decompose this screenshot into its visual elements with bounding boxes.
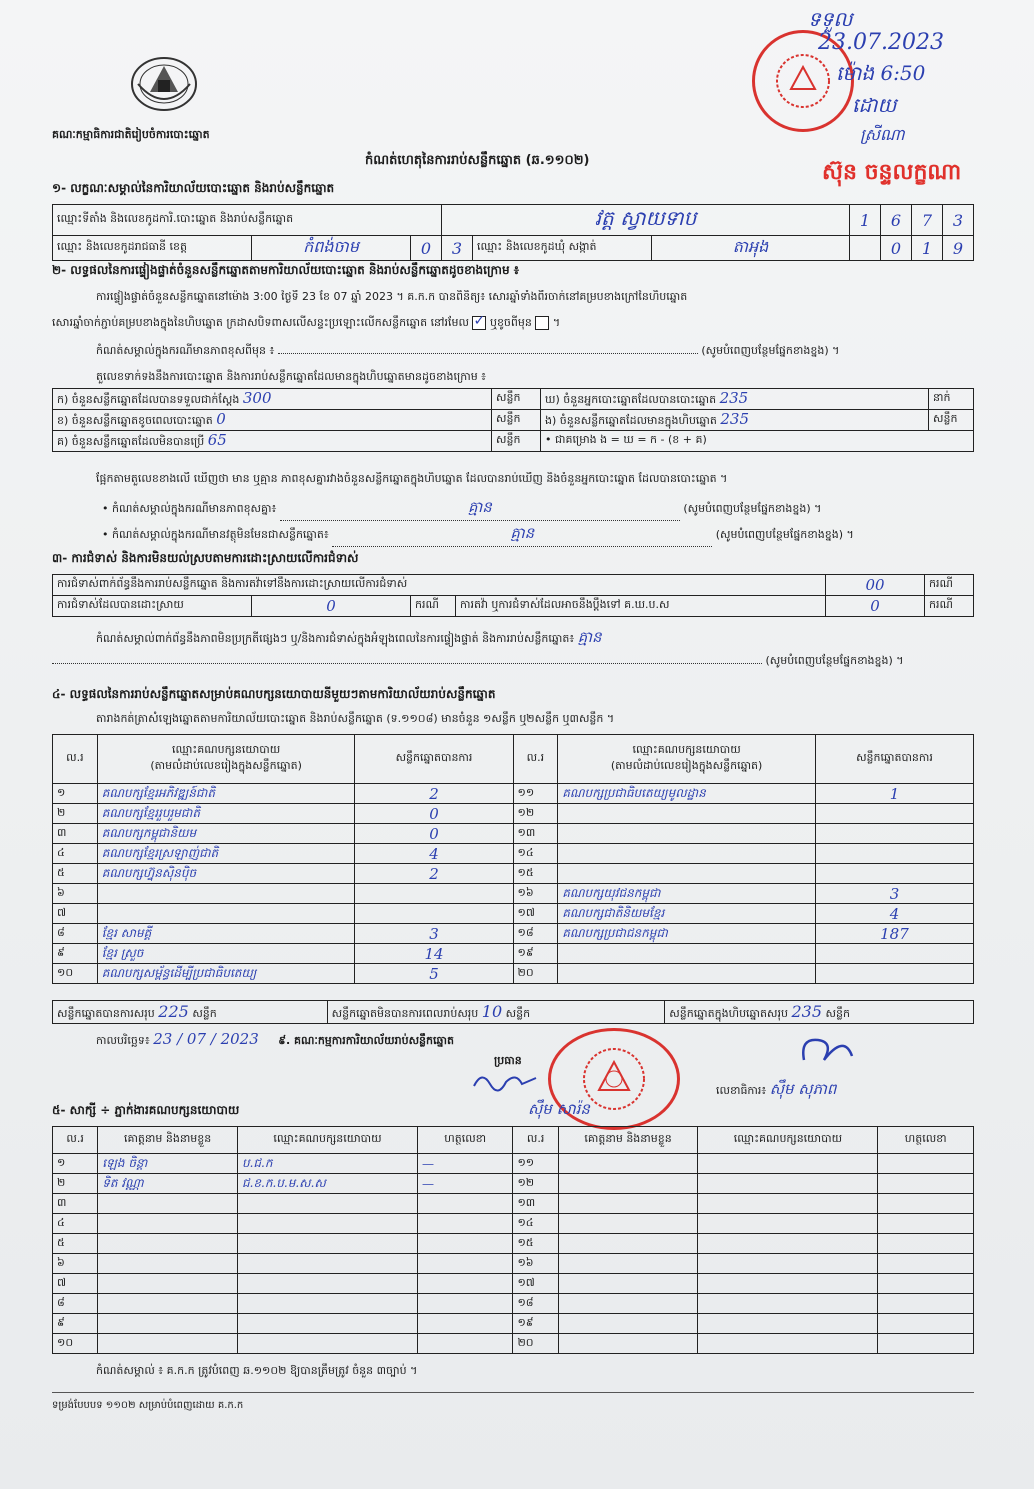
fill-hint-4: (សូមបំពេញបន្ថែមផ្នែកខាងខ្នង) ។	[765, 654, 904, 667]
witness-name	[98, 1334, 238, 1354]
witness-row	[53, 1334, 974, 1354]
results-row	[53, 884, 974, 904]
result-no: ៥	[53, 864, 98, 884]
result-no: ៧	[53, 904, 98, 924]
witness-name	[558, 1254, 698, 1274]
witness-name	[98, 1234, 238, 1254]
total-box-label: សន្លឹកឆ្នោតក្នុងហិបឆ្នោតសរុប	[669, 1006, 788, 1020]
result-votes: 1	[815, 784, 973, 804]
committee-name: គណៈកម្មាធិការជាតិរៀបចំការបោះឆ្នោត	[52, 128, 210, 141]
chair-label: ប្រធាន	[494, 1054, 522, 1067]
result-party: គណបក្សប្រជាជនកម្ពុជា	[558, 924, 816, 944]
witness-no: ១៤	[513, 1214, 558, 1234]
results-col-party-right-sub: (តាមលំដាប់លេខរៀងក្នុងសន្លឹកឆ្នោត)	[610, 759, 763, 772]
witness-party	[698, 1254, 878, 1274]
results-col-no-right: ល.រ	[513, 735, 558, 784]
result-votes: 2	[355, 784, 513, 804]
province-name: កំពង់ចាម	[252, 236, 411, 261]
witness-name	[558, 1234, 698, 1254]
received-note-2: 23.07.2023	[818, 30, 944, 55]
section1-table	[52, 204, 974, 261]
witness-party	[237, 1294, 417, 1314]
result-no: ១០	[53, 964, 98, 984]
witness-no: ២	[53, 1174, 98, 1194]
province-code-1: 0	[411, 236, 442, 261]
results-row	[53, 864, 974, 884]
witness-col-no-right: ល.រ	[513, 1127, 558, 1154]
witness-signature	[878, 1314, 974, 1334]
note-a-value: គ្មាន	[280, 498, 680, 521]
diff-line: ផ្អែកតាមតួលេខខាងលើ ឃើញថា មាន ឬគ្មាន ភាពខុសគ្នារវាងចំនួនសន្លឹកឆ្នោតក្នុងហិបឆ្នោត ដែលបានរាប់ឃើញ និងចំនួនអ្នកបោះឆ្នោត ដែលបានបោះឆ្នោត ។	[96, 472, 728, 485]
section3-title: ៣- ការជំទាស់ និងការមិនយល់ស្របតាមការដោះស្រាយលើការជំទាស់	[52, 551, 359, 565]
note-a-row	[102, 498, 821, 521]
results-row	[53, 804, 974, 824]
witness-no: ១២	[513, 1174, 558, 1194]
witness-signature	[878, 1274, 974, 1294]
province-code-2: 3	[442, 236, 473, 261]
case-unit-3: ករណី	[925, 596, 974, 617]
witness-col-sign-left: ហត្ថលេខា	[417, 1127, 513, 1154]
witness-name	[558, 1334, 698, 1354]
witness-row	[53, 1254, 974, 1274]
result-votes: 5	[355, 964, 513, 984]
result-votes	[815, 804, 973, 824]
witness-row	[53, 1234, 974, 1254]
result-party: គណបក្សសម្ព័ន្ធដើម្បីប្រជាធិបតេយ្យ	[97, 964, 355, 984]
witness-row	[53, 1314, 974, 1334]
witness-footnote: កំណត់សម្គាល់ ៖ គ.ក.ក ត្រូវបំពេញ ឆ.១១០២ ឱ្យបានត្រឹមត្រូវ ចំនួន ៣ច្បាប់ ។	[96, 1364, 418, 1377]
total-invalid-label: សន្លឹកឆ្នោតមិនបានការពេលរាប់សរុប	[331, 1006, 479, 1020]
witness-signature: —	[417, 1154, 513, 1174]
witness-row	[53, 1294, 974, 1314]
section2-title: ២- លទ្ធផលនៃការផ្ទៀងផ្ទាត់ចំនួនសន្លឹកឆ្នោតតាមការិយាល័យបោះឆ្នោត និងរាប់សន្លឹកឆ្នោតដូចខាងក្រោម ៖	[52, 263, 520, 277]
results-row	[53, 904, 974, 924]
results-row	[53, 964, 974, 984]
chair-name: ស៊ឹម សារ៉ន	[528, 1100, 590, 1118]
date-label: កាលបរិច្ឆេទ៖	[96, 1034, 150, 1047]
witness-party	[698, 1214, 878, 1234]
result-votes: 0	[355, 804, 513, 824]
result-no: ១៥	[513, 864, 558, 884]
result-no: ៣	[53, 824, 98, 844]
results-col-party-left-sub: (តាមលំដាប់លេខរៀងក្នុងសន្លឹកឆ្នោត)	[150, 759, 302, 772]
seal-broken-label: ឬខូចពីមុន	[489, 316, 532, 329]
witness-no: ១៧	[513, 1274, 558, 1294]
witness-col-sign-right: ហត្ថលេខា	[878, 1127, 974, 1154]
received-note-4: ដោយ	[852, 93, 897, 117]
witness-row	[53, 1174, 974, 1194]
witness-party	[698, 1314, 878, 1334]
witness-signature	[878, 1234, 974, 1254]
result-votes	[815, 944, 973, 964]
witness-name	[558, 1194, 698, 1214]
result-votes	[815, 844, 973, 864]
secretary-name: ស៊ឹម សុភាព	[769, 1080, 837, 1098]
witness-name	[98, 1314, 238, 1334]
result-no: ១១	[513, 784, 558, 804]
received-ballots-value: 300	[242, 389, 272, 407]
result-party	[97, 904, 355, 924]
witness-no: ១៥	[513, 1234, 558, 1254]
result-no: ១៨	[513, 924, 558, 944]
witness-col-party-left: ឈ្មោះគណបក្សនយោបាយ	[237, 1127, 417, 1154]
witness-party	[698, 1334, 878, 1354]
fill-hint-3: (សូមបំពេញបន្ថែមផ្នែកខាងខ្នង) ។	[715, 528, 854, 541]
result-party: គណបក្សហ្វ៊ុនស៊ិនប៉ិច	[97, 864, 355, 884]
witness-name	[98, 1274, 238, 1294]
witness-no: ៣	[53, 1194, 98, 1214]
witness-signature	[417, 1294, 513, 1314]
results-row	[53, 924, 974, 944]
result-party	[558, 944, 816, 964]
formula: • ជាគម្រោង ង = ឃ = ក - (ខ + គ)	[541, 431, 974, 452]
ballot-count-table	[52, 388, 974, 452]
witness-name	[558, 1294, 698, 1314]
result-party: គណបក្សខ្មែរស្រឡាញ់ជាតិ	[97, 844, 355, 864]
unit-3: សន្លឹក	[929, 410, 974, 431]
witness-party	[237, 1234, 417, 1254]
date-value: 23 / 07 / 2023	[153, 1030, 259, 1048]
witness-name	[558, 1214, 698, 1234]
result-party: គណបក្សជាតិនិយមខ្មែរ	[558, 904, 816, 924]
witness-no: ១៦	[513, 1254, 558, 1274]
witness-col-party-right: ឈ្មោះគណបក្សនយោបាយ	[698, 1127, 878, 1154]
result-party	[558, 864, 816, 884]
witness-party	[698, 1274, 878, 1294]
witness-signature	[878, 1214, 974, 1234]
result-no: ១៦	[513, 884, 558, 904]
result-party: គណបក្សប្រជាធិបតេយ្យមូលដ្ឋាន	[558, 784, 816, 804]
result-party	[558, 804, 816, 824]
result-party: ខ្មែរ ស្រួច	[97, 944, 355, 964]
witness-no: ២០	[513, 1334, 558, 1354]
fill-hint-1: (សូមបំពេញបន្ថែមផ្នែកខាងខ្នង) ។	[701, 344, 840, 357]
results-col-votes-left: សន្លឹកឆ្នោតបានការ	[355, 735, 513, 784]
commune-code-3: 9	[943, 236, 974, 261]
irregularity-line-2	[52, 654, 974, 670]
witness-signature	[878, 1294, 974, 1314]
total-valid-value: 225	[158, 1001, 189, 1021]
results-row	[53, 844, 974, 864]
results-row	[53, 784, 974, 804]
result-votes: 4	[355, 844, 513, 864]
witness-name	[558, 1274, 698, 1294]
result-party: គណបក្សយុវជនកម្ពុជា	[558, 884, 816, 904]
witness-signature	[878, 1194, 974, 1214]
witness-no: ៧	[53, 1274, 98, 1294]
witness-party	[698, 1234, 878, 1254]
witness-party	[237, 1274, 417, 1294]
witness-no: ១០	[53, 1334, 98, 1354]
results-col-no-left: ល.រ	[53, 735, 98, 784]
results-col-party-right-title: ឈ្មោះគណបក្សនយោបាយ	[632, 743, 741, 756]
witness-party	[237, 1334, 417, 1354]
witness-party: ប.ជ.ក	[237, 1154, 417, 1174]
difference-note-line	[96, 344, 976, 360]
section5-title: ៥- សាក្សី ÷ ភ្នាក់ងារគណបក្សនយោបាយ	[52, 1103, 240, 1117]
result-no: ១៧	[513, 904, 558, 924]
witness-party: ជ.ខ.ក.ប.ម.ស.ស	[237, 1174, 417, 1194]
result-no: ៨	[53, 924, 98, 944]
section4-title: ៤- លទ្ធផលនៃការរាប់សន្លឹកឆ្នោតសម្រាប់គណបក្សនយោបាយនីមួយៗតាមការិយាល័យរាប់សន្លឹកឆ្នោត	[52, 687, 496, 701]
ballots-in-box-label: ង) ចំនួនសន្លឹកឆ្នោតដែលមានក្នុងហិបឆ្នោត	[545, 414, 717, 427]
note-b-label: • កំណត់សម្គាល់ក្នុងករណីមានវត្ថុមិនមែនជាសន្លឹកឆ្នោត៖	[102, 528, 329, 541]
witness-no: ៩	[53, 1314, 98, 1334]
result-votes	[355, 884, 513, 904]
result-no: ១៤	[513, 844, 558, 864]
received-ballots-label: ក) ចំនួនសន្លឹកឆ្នោតដែលបានទទួលជាក់ស្តែង	[57, 393, 240, 406]
voters-value: 235	[719, 389, 749, 407]
total-box-value: 235	[791, 1001, 822, 1021]
witness-row	[53, 1214, 974, 1234]
result-no: ១២	[513, 804, 558, 824]
result-votes: 4	[815, 904, 973, 924]
unit-1: សន្លឹក	[492, 389, 541, 410]
appeal-value: 0	[826, 596, 925, 617]
witness-signature	[878, 1174, 974, 1194]
result-no: ៩	[53, 944, 98, 964]
witness-signature	[417, 1194, 513, 1214]
verify-line: ការផ្ទៀងផ្ទាត់ចំនួនសន្លឹកឆ្នោតនៅម៉ោង 3:00 ថ្ងៃទី 23 ខែ 07 ឆ្នាំ 2023 ។ គ.ក.ក បានពិនិត្យ៖ សោរឆ្នាំទាំងពីរចាក់នៅគម្របខាងក្រៅនៃហិបឆ្នោត	[96, 290, 688, 303]
result-no: ៤	[53, 844, 98, 864]
result-votes: 0	[355, 824, 513, 844]
result-party: ខ្មែរ សាមគ្គី	[97, 924, 355, 944]
footer-text: ទម្រង់បែបបទ ១១០២ សម្រាប់បំពេញដោយ គ.ក.ក	[52, 1400, 244, 1411]
result-party: គណបក្សកម្ពុជានិយម	[97, 824, 355, 844]
case-unit-1: ករណី	[925, 575, 974, 596]
commune-name: តាអុង	[652, 236, 850, 261]
result-party: គណបក្សខ្មែរអភិវឌ្ឍន៍ជាតិ	[97, 784, 355, 804]
witness-party	[698, 1174, 878, 1194]
station-code-2: 6	[881, 205, 912, 236]
witness-col-no-left: ល.រ	[53, 1127, 98, 1154]
note-a-label: • កំណត់សម្គាល់ក្នុងករណីមានភាពខុសគ្នា៖	[102, 502, 277, 515]
station-code-3: 7	[912, 205, 943, 236]
results-col-party-left-title: ឈ្មោះគណបក្សនយោបាយ	[171, 743, 281, 756]
witness-party	[237, 1254, 417, 1274]
witness-party	[237, 1214, 417, 1234]
witness-party	[698, 1294, 878, 1314]
result-votes: 14	[355, 944, 513, 964]
resolved-label: ការជំទាស់ដែលបានដោះស្រាយ	[53, 596, 252, 617]
result-no: ១៣	[513, 824, 558, 844]
seal-ok-checkbox[interactable]	[472, 316, 486, 330]
result-no: ១	[53, 784, 98, 804]
witness-name	[558, 1154, 698, 1174]
result-votes: 3	[815, 884, 973, 904]
witness-row	[53, 1194, 974, 1214]
station-label: ឈ្មោះទីតាំង និងលេខកូដការិ.បោះឆ្នោត និងរាប់សន្លឹកឆ្នោត	[53, 205, 442, 236]
commune-label: ឈ្មោះ និងលេខកូដឃុំ សង្កាត់	[473, 236, 652, 261]
witness-signature	[417, 1334, 513, 1354]
witness-name	[98, 1294, 238, 1314]
witness-no: ១	[53, 1154, 98, 1174]
result-party	[97, 884, 355, 904]
witness-name: ទិត វណ្ណា	[98, 1174, 238, 1194]
note-b-row	[102, 524, 854, 547]
witness-signature: —	[417, 1174, 513, 1194]
result-party	[558, 844, 816, 864]
objection-row1-label: ការជំទាស់ពាក់ព័ន្ធនឹងការរាប់សន្លឹកឆ្នោត និងការតវ៉ាទៅនឹងការដោះស្រាយលើការជំទាស់	[53, 575, 826, 596]
witness-name	[98, 1254, 238, 1274]
witness-name	[98, 1214, 238, 1234]
result-votes	[355, 904, 513, 924]
section4-intro: តារាងកត់ត្រាសំឡេងឆ្នោតតាមការិយាល័យបោះឆ្នោត និងរាប់សន្លឹកឆ្នោត (ទ.១១០៨) មានចំនួន ១សន្លឹក ឬ២សន្លឹក ឬ៣សន្លឹក ។	[96, 712, 615, 725]
province-label: ឈ្មោះ និងលេខកូដរាជធានី ខេត្ត	[53, 236, 252, 261]
case-unit-2: ករណី	[411, 596, 456, 617]
result-no: ៦	[53, 884, 98, 904]
result-no: ២០	[513, 964, 558, 984]
result-votes: 2	[355, 864, 513, 884]
station-name: វត្ត ស្វាយទាប	[442, 205, 850, 236]
witness-no: ៨	[53, 1294, 98, 1314]
witness-no: ៦	[53, 1254, 98, 1274]
fill-hint-2: (សូមបំពេញបន្ថែមផ្នែកខាងខ្នង) ។	[683, 502, 822, 515]
appeal-label: ការតវ៉ា ឬការជំទាស់ដែលអាចនឹងប្ដឹងទៅ គ.ឃ.ប.ស	[456, 596, 826, 617]
secretary-row	[716, 1080, 836, 1102]
received-note-1: ទទួល	[808, 7, 853, 31]
witness-name: ឡេង ចិន្តា	[98, 1154, 238, 1174]
secretary-label: លេខាធិការ៖	[716, 1084, 767, 1097]
unused-ballots-value: 65	[207, 431, 227, 449]
seal-line: សោរឆ្នាំចាក់ភ្ជាប់គម្របខាងក្នុងនៃហិបឆ្នោត ក្រដាសបិទពាសលើសន្ទះប្រឡោះលើកសន្លឹកឆ្នោត នៅរមែល ✓ ឬខូចពីមុន ។	[52, 316, 560, 332]
witness-table	[52, 1126, 974, 1354]
irregularity-label: កំណត់សម្គាល់ពាក់ព័ន្ធនឹងភាពមិនប្រក្រតីផ្សេងៗ ឬ/និងការជំទាស់ក្នុងអំឡុងពេលនៃការផ្ទៀងផ្ទាត់ និងការរាប់សន្លឹកឆ្នោត៖	[96, 632, 575, 645]
secretary-signature	[796, 1030, 858, 1074]
witness-no: ១១	[513, 1154, 558, 1174]
result-party	[558, 964, 816, 984]
results-col-party-right	[558, 735, 816, 784]
section1-title: ១- លក្ខណៈសម្គាល់នៃការិយាល័យបោះឆ្នោត និងរាប់សន្លឹកឆ្នោត	[52, 181, 335, 195]
result-party	[558, 824, 816, 844]
chair-signature	[470, 1068, 540, 1098]
witness-no: ១៣	[513, 1194, 558, 1214]
station-code-1: 1	[850, 205, 881, 236]
unit-persons: នាក់	[929, 389, 974, 410]
total-valid-label: សន្លឹកឆ្នោតបានការសរុប	[57, 1006, 155, 1020]
irregularity-note	[96, 628, 976, 650]
page-title: កំណត់ហេតុនៃការរាប់សន្លឹកឆ្នោត (ឆ.១១០២)	[365, 153, 590, 168]
witness-signature	[878, 1154, 974, 1174]
witness-signature	[878, 1254, 974, 1274]
witness-party	[698, 1194, 878, 1214]
unit-2: សន្លឹក	[492, 410, 541, 431]
witness-col-name-right: គោត្តនាម និងនាមខ្លួន	[558, 1127, 698, 1154]
witness-no: ១៨	[513, 1294, 558, 1314]
ballots-in-box-value: 235	[720, 410, 750, 428]
witness-row	[53, 1274, 974, 1294]
received-note-3: ម៉ោង 6:50	[836, 61, 926, 85]
note-b-value: គ្មាន	[332, 524, 712, 547]
committee-label: ៩. គណៈកម្មការការិយាល័យរាប់សន្លឹកឆ្នោត	[278, 1034, 454, 1047]
witness-signature	[417, 1314, 513, 1334]
witness-signature	[878, 1334, 974, 1354]
result-votes: 3	[355, 924, 513, 944]
results-row	[53, 824, 974, 844]
result-party: គណបក្សខ្មែររួបរួមជាតិ	[97, 804, 355, 824]
results-row	[53, 944, 974, 964]
data-intro: តួលេខទាក់ទងនឹងការបោះឆ្នោត និងការរាប់សន្លឹកឆ្នោតដែលមានក្នុងហិបឆ្នោតមានដូចខាងក្រោម ៖	[96, 370, 487, 383]
date-row	[96, 1030, 454, 1050]
total-valid-unit: សន្លឹក	[192, 1006, 217, 1020]
committee-logo	[128, 52, 200, 114]
result-no: ១៩	[513, 944, 558, 964]
voters-label: ឃ) ចំនួនអ្នកបោះឆ្នោតដែលបានបោះឆ្នោត	[545, 393, 717, 406]
witness-signature	[417, 1214, 513, 1234]
commune-code-1: 0	[881, 236, 912, 261]
witness-signature	[417, 1234, 513, 1254]
difference-note-label: កំណត់សម្គាល់ក្នុងករណីមានភាពខុសពីមុន ៖	[96, 344, 275, 357]
spoiled-ballots-label: ខ) ចំនួនសន្លឹកឆ្នោតខូចពេលបោះឆ្នោត	[57, 414, 213, 427]
results-table	[52, 734, 974, 984]
unit-4: សន្លឹក	[492, 431, 541, 452]
witness-name	[98, 1194, 238, 1214]
witness-no: ១៩	[513, 1314, 558, 1334]
witness-signature	[417, 1274, 513, 1294]
received-by-stamp: ស៊ុន ចន្ទលក្ខណា	[822, 160, 962, 185]
seal-text: សោរឆ្នាំចាក់ភ្ជាប់គម្របខាងក្នុងនៃហិបឆ្នោត ក្រដាសបិទពាសលើសន្ទះប្រឡោះលើកសន្លឹកឆ្នោត នៅរមែល	[52, 316, 469, 329]
total-box-unit: សន្លឹក	[825, 1006, 850, 1020]
result-votes	[815, 964, 973, 984]
result-votes	[815, 824, 973, 844]
objection-row1-value: 00	[826, 575, 925, 596]
witness-name	[558, 1314, 698, 1334]
irregularity-value: គ្មាន	[577, 628, 602, 646]
result-votes	[815, 864, 973, 884]
footer-rule	[52, 1392, 974, 1393]
witness-signature	[417, 1254, 513, 1274]
total-invalid-unit: សន្លឹក	[505, 1006, 531, 1020]
result-votes: 187	[815, 924, 973, 944]
station-code-4: 3	[943, 205, 974, 236]
witness-party	[237, 1194, 417, 1214]
results-col-party-left	[97, 735, 355, 784]
witness-no: ៤	[53, 1214, 98, 1234]
received-note-5: ស្រីណា	[860, 125, 905, 144]
seal-broken-checkbox[interactable]	[535, 316, 549, 330]
witness-party	[698, 1154, 878, 1174]
witness-name	[558, 1174, 698, 1194]
results-col-votes-right: សន្លឹកឆ្នោតបានការ	[815, 735, 973, 784]
witness-col-name-left: គោត្តនាម និងនាមខ្លួន	[98, 1127, 238, 1154]
result-no: ២	[53, 804, 98, 824]
witness-row	[53, 1154, 974, 1174]
witness-party	[237, 1314, 417, 1334]
commune-code-2: 1	[912, 236, 943, 261]
spoiled-ballots-value: 0	[216, 410, 226, 428]
results-totals	[52, 1000, 974, 1024]
total-invalid-value: 10	[481, 1001, 503, 1021]
objection-table	[52, 574, 974, 617]
resolved-value: 0	[252, 596, 411, 617]
witness-no: ៥	[53, 1234, 98, 1254]
unused-ballots-label: គ) ចំនួនសន្លឹកឆ្នោតដែលមិនបានប្រើ	[57, 435, 205, 448]
